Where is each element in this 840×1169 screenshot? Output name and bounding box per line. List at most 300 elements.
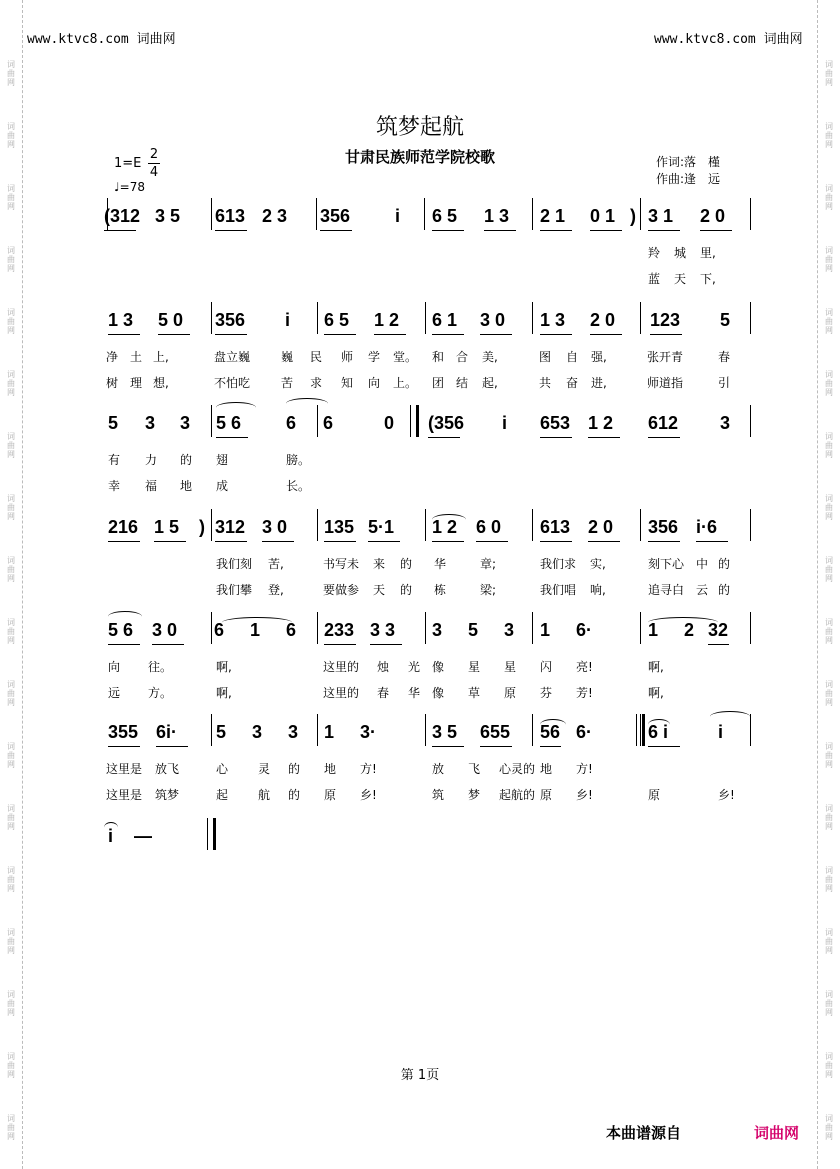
lyric-verse-1: 合 xyxy=(456,350,469,364)
lyric-verse-2: 我们攀 xyxy=(216,583,253,597)
lyric-verse-1: 翅 xyxy=(216,453,229,467)
lyric-verse-1: 华 xyxy=(434,557,447,571)
lyric-verse-1: 力 xyxy=(145,453,158,467)
slur-mark xyxy=(648,617,718,628)
watermark-text: 词 曲 网 xyxy=(825,990,833,1017)
lyric-verse-1: 自 xyxy=(566,350,579,364)
lyric-verse-1: 书写未 xyxy=(323,557,360,571)
note-group: 3 xyxy=(504,620,515,640)
lyric-verse-2: 栋 xyxy=(434,583,447,597)
lyric-verse-2: 芳! xyxy=(576,686,593,700)
lyric-verse-2: 福 xyxy=(145,479,158,493)
lyric-verse-2: 方。 xyxy=(148,686,173,700)
lyric-verse-2: 像 xyxy=(432,686,445,700)
key-signature: 1=E xyxy=(114,156,142,171)
lyric-verse-1: 刻下心 xyxy=(648,557,685,571)
beam-underline xyxy=(590,334,622,335)
beam-underline xyxy=(216,437,248,438)
note-group: 1 xyxy=(324,722,335,742)
watermark-text: 词 曲 网 xyxy=(7,618,15,645)
barline xyxy=(532,302,533,334)
note-group: 5 6 xyxy=(108,620,134,640)
beam-underline xyxy=(108,644,140,645)
watermark-text: 词 曲 网 xyxy=(825,742,833,769)
lyric-verse-2: 原 xyxy=(324,788,337,802)
lyric-verse-2: 这里的 xyxy=(323,686,360,700)
note-group: 3 1 xyxy=(648,206,674,226)
lyric-verse-1: 的 xyxy=(180,453,193,467)
barline xyxy=(211,714,212,746)
lyric-verse-2: 筑梦 xyxy=(155,788,180,802)
lyric-verse-2: 树 xyxy=(106,376,119,390)
barline xyxy=(640,198,641,230)
lyric-verse-1: 巍 xyxy=(281,350,294,364)
note-group: 2 xyxy=(684,620,695,640)
score-row xyxy=(0,826,648,862)
note-group: 135 xyxy=(324,517,355,537)
beam-underline xyxy=(540,334,572,335)
note-group: 1 2 xyxy=(588,413,614,433)
note-group: 6 xyxy=(286,620,297,640)
lyric-verse-1: 净 xyxy=(106,350,119,364)
note-group: 2 0 xyxy=(590,310,616,330)
note-group: (312 xyxy=(104,206,141,226)
note-group: ) xyxy=(199,517,205,537)
note-group: 3 0 xyxy=(152,620,178,640)
lyric-verse-1: 地 xyxy=(324,762,337,776)
lyric-verse-1: 光 xyxy=(408,660,421,674)
lyric-verse-2: 结 xyxy=(456,376,469,390)
lyric-verse-2: 理 xyxy=(130,376,143,390)
note-group: 5 xyxy=(108,413,119,433)
beam-underline xyxy=(648,437,680,438)
beam-underline xyxy=(324,334,356,335)
watermark-text: 词 曲 网 xyxy=(7,370,15,397)
note-group: 2 0 xyxy=(588,517,614,537)
time-signature xyxy=(148,147,160,180)
lyric-verse-1: 星 xyxy=(468,660,481,674)
beam-underline xyxy=(700,230,732,231)
beam-underline xyxy=(215,334,247,335)
note-group: i·6 xyxy=(696,517,718,537)
lyric-verse-2: 梦 xyxy=(468,788,481,802)
lyric-verse-1: 来 xyxy=(373,557,386,571)
header-site-left[interactable]: www.ktvc8.com 词曲网 xyxy=(27,32,176,47)
barline xyxy=(317,509,318,541)
lyric-verse-2: 共 xyxy=(539,376,552,390)
barline xyxy=(211,612,212,644)
note-group: 3 3 xyxy=(370,620,396,640)
double-barline xyxy=(207,818,216,850)
note-group: (356 xyxy=(428,413,465,433)
note-group: i xyxy=(395,206,401,226)
note-group: 3· xyxy=(360,722,377,742)
composer-credit: 作曲:逢 远 xyxy=(656,172,721,186)
beam-underline xyxy=(708,644,729,645)
beam-underline xyxy=(108,746,140,747)
watermark-text: 词 曲 网 xyxy=(7,246,15,273)
beam-underline xyxy=(370,644,402,645)
slur-mark xyxy=(540,719,566,730)
note-group: 613 xyxy=(540,517,571,537)
lyric-verse-2: 长。 xyxy=(286,479,311,493)
lyric-verse-1: 我们刻 xyxy=(216,557,253,571)
beam-underline xyxy=(432,541,464,542)
barline xyxy=(532,714,533,746)
lyric-verse-2: 我们唱 xyxy=(540,583,577,597)
lyric-verse-1: 向 xyxy=(108,660,121,674)
lyric-verse-1: 这里是 xyxy=(106,762,143,776)
lyric-verse-2: 响, xyxy=(590,583,606,597)
note-group: 356 xyxy=(215,310,246,330)
watermark-text: 词 曲 网 xyxy=(825,308,833,335)
lyric-verse-1: 膀。 xyxy=(286,453,311,467)
lyric-verse-2: 乡! xyxy=(718,788,735,802)
note-group: 233 xyxy=(324,620,355,640)
note-group: 3 0 xyxy=(262,517,288,537)
lyric-verse-2: 原 xyxy=(540,788,553,802)
beam-underline xyxy=(540,746,561,747)
beam-underline xyxy=(104,230,136,231)
note-group: i xyxy=(108,826,114,846)
song-title: 筑梦起航 xyxy=(375,115,464,140)
note-group: 355 xyxy=(108,722,139,742)
beam-underline xyxy=(432,746,464,747)
source-brand-link[interactable]: 词曲网 xyxy=(754,1124,800,1142)
note-group: 312 xyxy=(215,517,246,537)
lyric-verse-2: 春 xyxy=(377,686,390,700)
lyric-verse-1: 章; xyxy=(480,557,497,571)
note-group: 356 xyxy=(320,206,351,226)
lyric-verse-1: 羚 xyxy=(648,246,661,260)
slur-mark xyxy=(222,617,292,628)
lyric-verse-1: 强, xyxy=(591,350,607,364)
lyric-verse-1: 实, xyxy=(590,557,606,571)
note-group: 3 xyxy=(432,620,443,640)
beam-underline xyxy=(648,230,680,231)
barline xyxy=(317,302,318,334)
note-group: 5 xyxy=(720,310,731,330)
beam-underline xyxy=(480,334,512,335)
note-group: 2 3 xyxy=(262,206,288,226)
barline xyxy=(750,198,751,230)
lyric-verse-1: 的 xyxy=(288,762,301,776)
lyric-verse-1: 师 xyxy=(341,350,354,364)
beam-underline xyxy=(480,746,512,747)
double-barline xyxy=(410,405,419,437)
beam-underline xyxy=(320,230,352,231)
lyric-verse-1: 往。 xyxy=(148,660,173,674)
lyric-verse-1: 美, xyxy=(482,350,498,364)
lyric-verse-2: 航 xyxy=(258,788,271,802)
note-group: 5 0 xyxy=(158,310,184,330)
page-number: 第 1页 xyxy=(400,1068,440,1083)
note-group: 6 i xyxy=(648,722,669,742)
note-group: 1 2 xyxy=(432,517,458,537)
note-group: i xyxy=(718,722,724,742)
lyric-verse-1: 学 xyxy=(368,350,381,364)
lyric-verse-2: 天 xyxy=(674,272,687,286)
lyric-verse-2: 引 xyxy=(718,376,731,390)
lyric-verse-1: 心灵的 xyxy=(499,762,536,776)
beam-underline xyxy=(588,541,620,542)
lyric-verse-2: 师道指 xyxy=(647,376,684,390)
watermark-text: 词 曲 网 xyxy=(7,184,15,211)
watermark-text: 词 曲 网 xyxy=(825,1114,833,1141)
barline xyxy=(211,405,212,437)
barline xyxy=(532,198,533,230)
note-group: 3 xyxy=(720,413,731,433)
note-group: 1 xyxy=(648,620,659,640)
beam-underline xyxy=(648,746,680,747)
lyric-verse-2: 这里是 xyxy=(106,788,143,802)
barline xyxy=(750,302,751,334)
lyric-verse-2: 啊, xyxy=(648,686,664,700)
note-group: 6 5 xyxy=(324,310,350,330)
lyric-verse-1: 有 xyxy=(108,453,121,467)
lyric-verse-2: 知 xyxy=(341,376,354,390)
note-group: 3 xyxy=(145,413,156,433)
beam-underline xyxy=(108,334,140,335)
note-group: 216 xyxy=(108,517,139,537)
barline xyxy=(211,509,212,541)
beam-underline xyxy=(215,230,247,231)
lyric-verse-2: 苦 xyxy=(281,376,294,390)
note-group: 1 2 xyxy=(374,310,400,330)
beam-underline xyxy=(540,230,572,231)
beam-underline xyxy=(540,541,572,542)
watermark-text: 词 曲 网 xyxy=(7,928,15,955)
beam-underline xyxy=(368,541,400,542)
barline xyxy=(640,509,641,541)
note-group: 5 xyxy=(216,722,227,742)
lyric-verse-1: 烛 xyxy=(377,660,390,674)
lyric-verse-2: 团 xyxy=(432,376,445,390)
lyric-verse-1: 我们求 xyxy=(540,557,577,571)
note-group: 3 xyxy=(288,722,299,742)
lyric-verse-2: 的 xyxy=(718,583,731,597)
watermark-text: 词 曲 网 xyxy=(7,1114,15,1141)
note-group: 1 3 xyxy=(108,310,134,330)
lyric-verse-1: 心 xyxy=(216,762,229,776)
watermark-text: 词 曲 网 xyxy=(825,184,833,211)
lyric-verse-2: 原 xyxy=(648,788,661,802)
lyric-verse-2: 追寻白 xyxy=(648,583,685,597)
watermark-text: 词 曲 网 xyxy=(7,1052,15,1079)
barline xyxy=(211,302,212,334)
barline xyxy=(425,714,426,746)
lyric-verse-2: 不怕吃 xyxy=(214,376,251,390)
score-row xyxy=(0,413,731,493)
lyric-verse-2: 向 xyxy=(368,376,381,390)
note-group: 5 xyxy=(468,620,479,640)
lyric-verse-1: 像 xyxy=(432,660,445,674)
lyric-verse-1: 放飞 xyxy=(155,762,180,776)
lyric-verse-1: 地 xyxy=(540,762,553,776)
watermark-text: 词 曲 网 xyxy=(7,494,15,521)
lyric-verse-2: 幸 xyxy=(108,479,121,493)
note-group: 612 xyxy=(648,413,679,433)
watermark-text: 词 曲 网 xyxy=(825,122,833,149)
barline xyxy=(425,509,426,541)
lyric-verse-2: 起 xyxy=(216,788,229,802)
lyric-verse-2: 想, xyxy=(153,376,169,390)
watermark-text: 词 曲 网 xyxy=(7,866,15,893)
lyric-verse-2: 芬 xyxy=(540,686,553,700)
watermark-text: 词 曲 网 xyxy=(825,370,833,397)
lyric-verse-2: 原 xyxy=(504,686,517,700)
lyric-verse-2: 求 xyxy=(310,376,323,390)
beam-underline xyxy=(215,541,247,542)
beam-underline xyxy=(588,437,620,438)
header-site-right[interactable]: www.ktvc8.com 词曲网 xyxy=(654,32,803,47)
note-group: 2 0 xyxy=(700,206,726,226)
note-group: 1 3 xyxy=(484,206,510,226)
watermark-text: 词 曲 网 xyxy=(825,432,833,459)
watermark-text: 词 曲 网 xyxy=(825,1052,833,1079)
note-group: 3 xyxy=(252,722,263,742)
note-group: 3 xyxy=(180,413,191,433)
note-group: 356 xyxy=(648,517,679,537)
note-group: 6 xyxy=(286,413,297,433)
barline xyxy=(750,509,751,541)
time-sig-bottom: 4 xyxy=(149,165,159,180)
lyric-verse-1: 民 xyxy=(310,350,323,364)
watermark-text: 词 曲 网 xyxy=(7,122,15,149)
lyric-verse-2: 的 xyxy=(288,788,301,802)
note-group: 3 0 xyxy=(480,310,506,330)
note-group: 6· xyxy=(576,620,593,640)
note-group: 653 xyxy=(540,413,571,433)
note-group: 3 5 xyxy=(432,722,458,742)
beam-underline xyxy=(324,644,356,645)
lyric-verse-2: 的 xyxy=(400,583,413,597)
slur-mark xyxy=(108,611,142,622)
watermark-text: 词 曲 网 xyxy=(7,308,15,335)
barline xyxy=(317,612,318,644)
watermark-text: 词 曲 网 xyxy=(825,804,833,831)
beam-underline xyxy=(428,437,460,438)
lyric-verse-1: 飞 xyxy=(468,762,481,776)
note-group: 3 5 xyxy=(155,206,181,226)
beam-underline xyxy=(158,334,190,335)
note-group: 2 1 xyxy=(540,206,566,226)
lyric-verse-1: 这里的 xyxy=(323,660,360,674)
beam-underline xyxy=(262,541,294,542)
beam-underline xyxy=(152,644,184,645)
lyric-verse-2: 啊, xyxy=(216,686,232,700)
note-group: 1 xyxy=(250,620,261,640)
watermark-text: 词 曲 网 xyxy=(825,618,833,645)
lyric-verse-2: 华 xyxy=(408,686,421,700)
note-group: 123 xyxy=(650,310,681,330)
slur-mark xyxy=(286,398,328,409)
watermark-text: 词 曲 网 xyxy=(825,246,833,273)
source-label: 本曲谱源自 xyxy=(606,1124,682,1142)
lyric-verse-1: 啊, xyxy=(648,660,664,674)
barline xyxy=(316,198,317,230)
barline xyxy=(317,405,318,437)
double-barline xyxy=(636,714,645,746)
lyric-verse-1: 闪 xyxy=(540,660,553,674)
lyric-verse-1: 图 xyxy=(539,350,552,364)
lyric-verse-1: 的 xyxy=(400,557,413,571)
lyric-verse-2: 天 xyxy=(373,583,386,597)
lyric-verse-2: 筑 xyxy=(432,788,445,802)
watermark-text: 词 曲 网 xyxy=(825,60,833,87)
lyric-verse-1: 中 xyxy=(696,557,709,571)
note-group: 613 xyxy=(215,206,246,226)
lyric-verse-2: 起航的 xyxy=(499,788,536,802)
lyric-verse-2: 蓝 xyxy=(648,272,661,286)
watermark-text: 词 曲 网 xyxy=(825,866,833,893)
beam-underline xyxy=(432,334,464,335)
barline xyxy=(424,198,425,230)
watermark-text: 词 曲 网 xyxy=(7,556,15,583)
lyric-verse-2: 要做参 xyxy=(323,583,360,597)
lyric-verse-2: 云 xyxy=(696,583,709,597)
note-group: 5·1 xyxy=(368,517,395,537)
watermark-text: 词 曲 网 xyxy=(825,680,833,707)
watermark-text: 词 曲 网 xyxy=(825,556,833,583)
lyric-verse-2: 地 xyxy=(180,479,193,493)
note-group: i xyxy=(285,310,291,330)
slur-mark xyxy=(104,822,118,833)
beam-underline xyxy=(540,437,572,438)
lyric-verse-1: 星 xyxy=(504,660,517,674)
lyric-verse-1: 城 xyxy=(674,246,687,260)
lyric-verse-1: 啊, xyxy=(216,660,232,674)
barline xyxy=(317,714,318,746)
watermark-text: 词 曲 网 xyxy=(825,928,833,955)
barline xyxy=(750,714,751,746)
note-group: 6 5 xyxy=(432,206,458,226)
lyric-verse-1: 亮! xyxy=(576,660,593,674)
lyric-verse-1: 的 xyxy=(718,557,731,571)
barline xyxy=(211,198,212,230)
beam-underline xyxy=(590,230,622,231)
watermark-text: 词 曲 网 xyxy=(7,680,15,707)
note-group: i xyxy=(502,413,508,433)
beam-underline xyxy=(154,541,186,542)
beam-underline xyxy=(156,746,188,747)
note-group: 6· xyxy=(576,722,593,742)
barline xyxy=(425,302,426,334)
lyric-verse-2: 远 xyxy=(108,686,121,700)
note-group: 56 xyxy=(540,722,561,742)
slur-mark xyxy=(216,402,256,413)
lyric-verse-1: 张开青 xyxy=(647,350,684,364)
barline xyxy=(750,612,751,644)
note-group: 6 xyxy=(214,620,225,640)
note-group: 0 1 xyxy=(590,206,616,226)
lyric-verse-2: 奋 xyxy=(566,376,579,390)
quarter-note-icon: ♩ xyxy=(114,180,120,194)
tempo-value: =78 xyxy=(119,180,145,194)
lyric-verse-1: 里, xyxy=(700,246,716,260)
time-sig-top: 2 xyxy=(149,147,159,162)
note-group: 0 xyxy=(384,413,395,433)
beam-underline xyxy=(648,541,680,542)
lyric-verse-1: 土 xyxy=(130,350,143,364)
lyric-verse-2: 成 xyxy=(216,479,229,493)
lyric-verse-1: 春 xyxy=(718,350,731,364)
barline xyxy=(532,612,533,644)
note-group: 6 0 xyxy=(476,517,502,537)
slur-mark xyxy=(648,719,670,730)
lyric-verse-1: 和 xyxy=(432,350,445,364)
lyric-verse-2: 登, xyxy=(268,583,284,597)
